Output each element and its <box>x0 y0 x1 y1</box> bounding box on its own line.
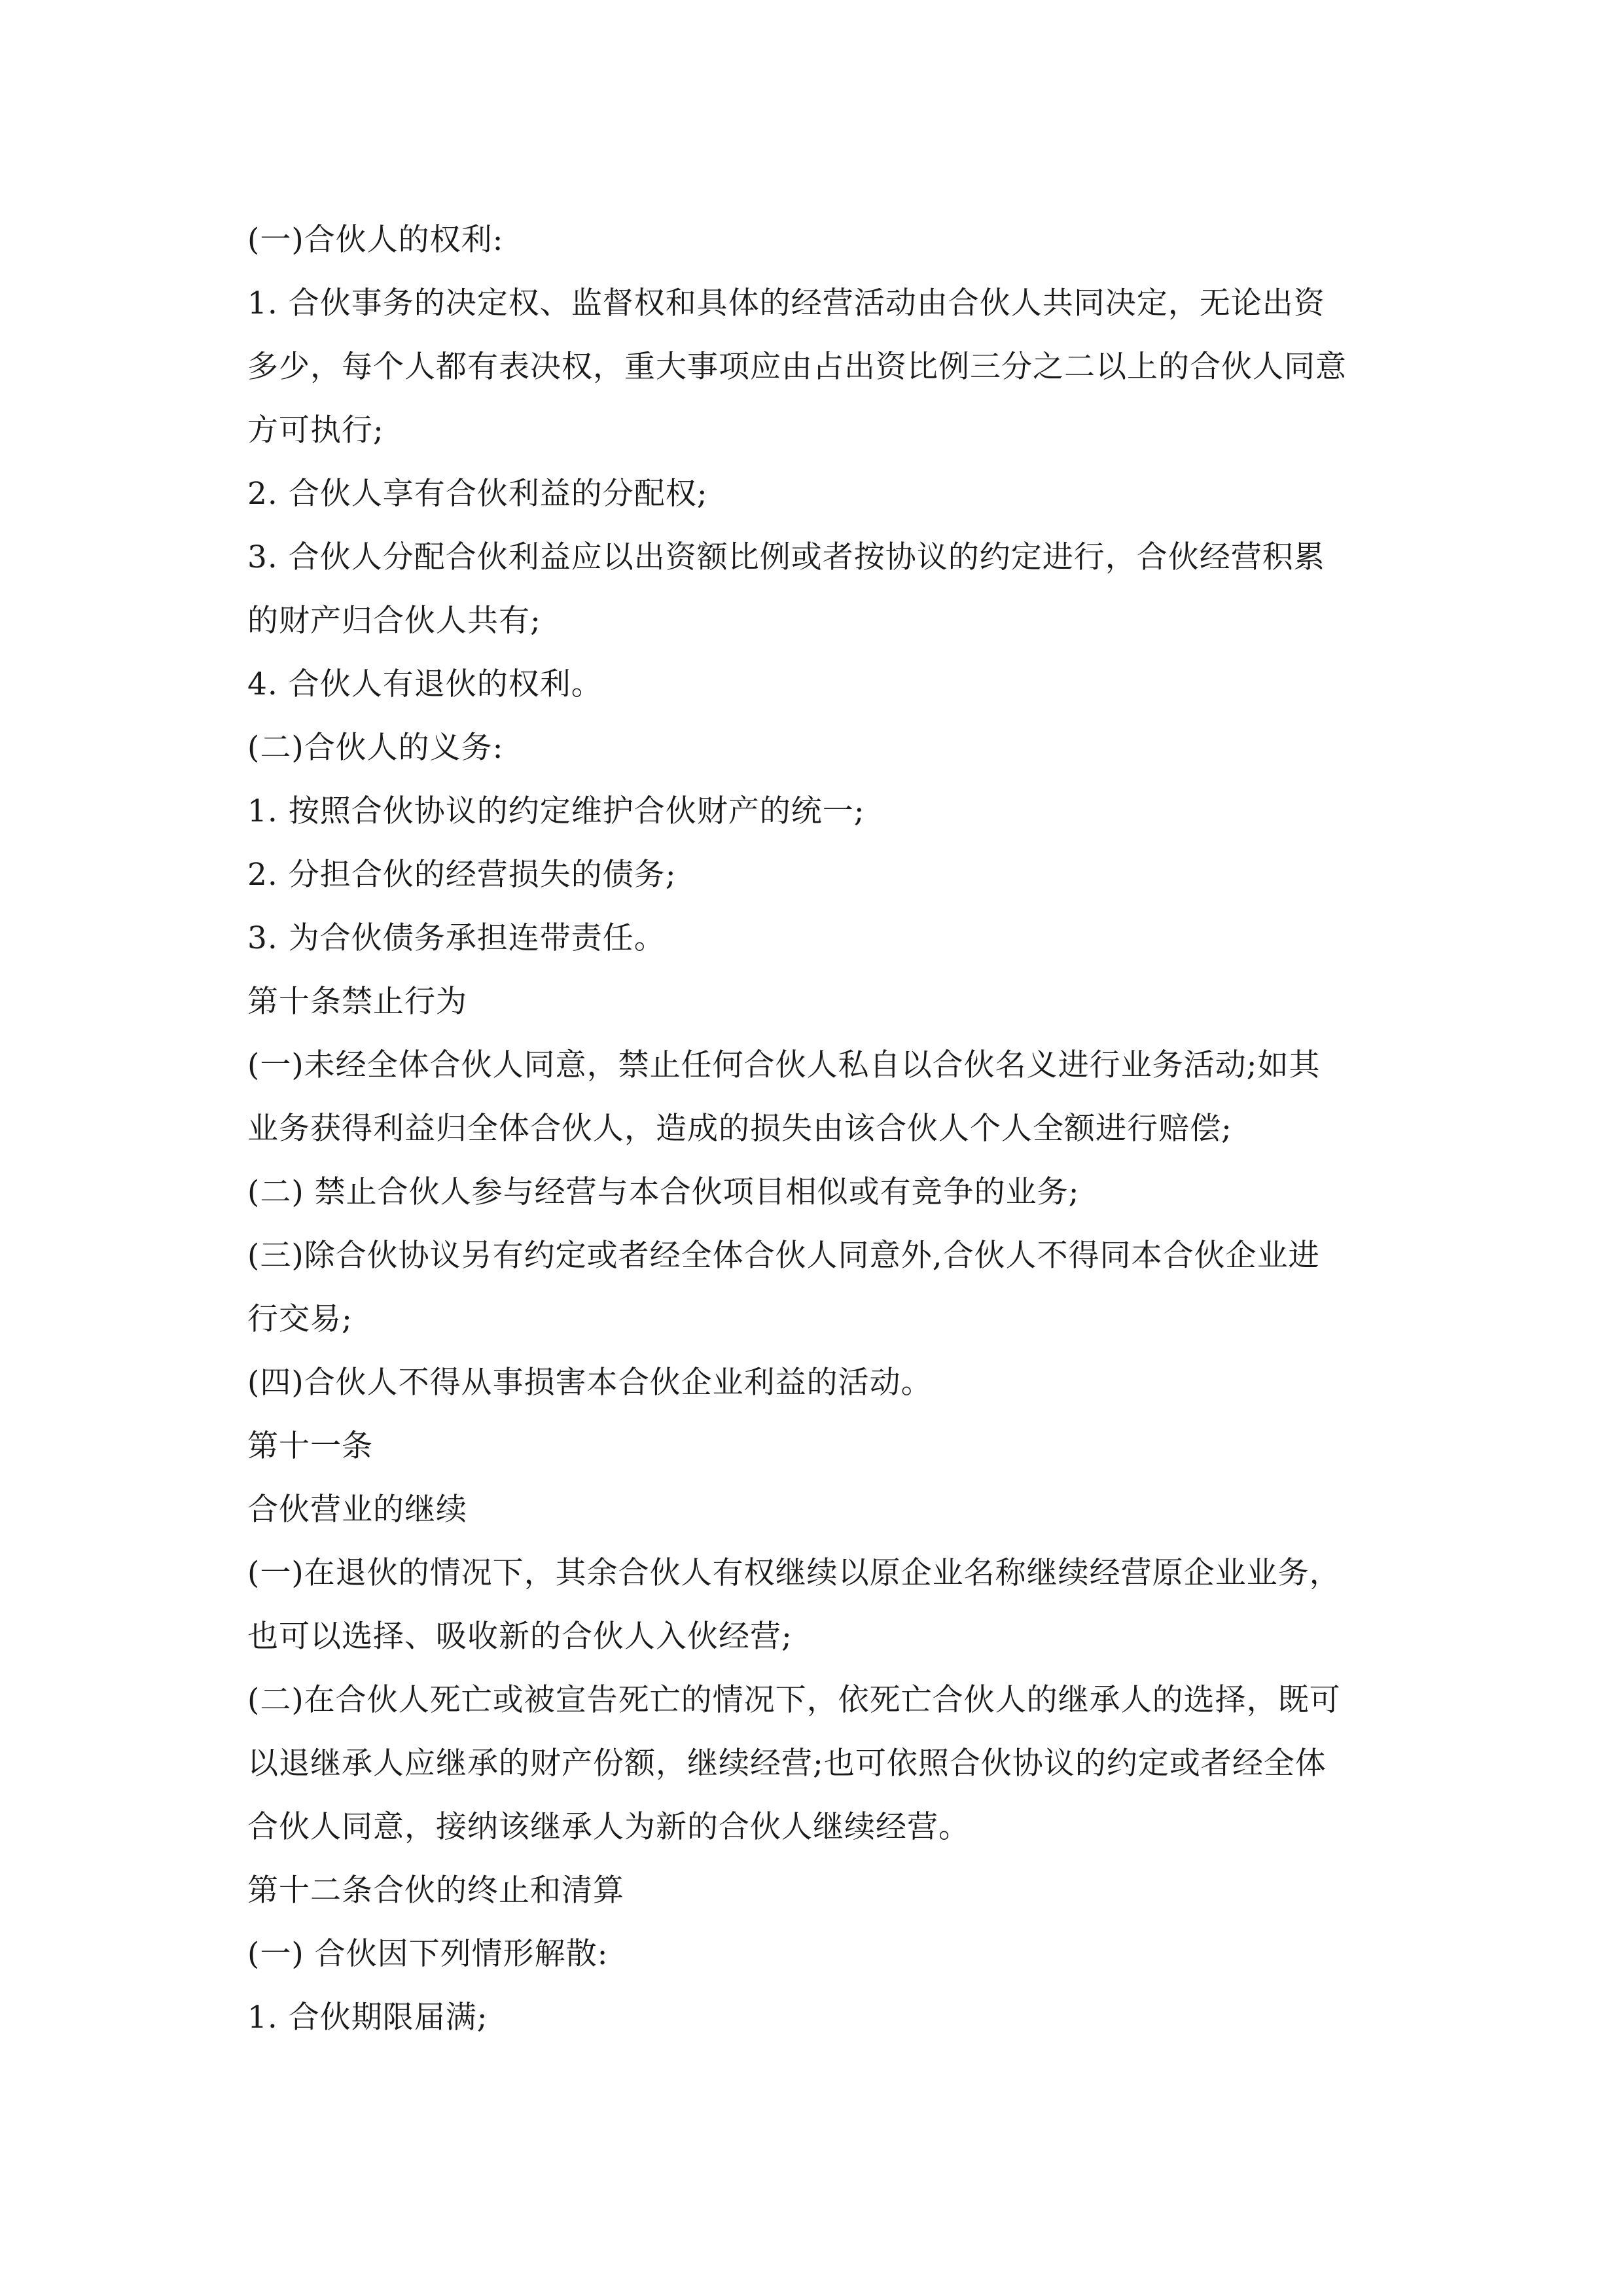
paragraph-line: (一)在退伙的情况下，其余合伙人有权继续以原企业名称继续经营原企业业务， <box>247 1555 1341 1591</box>
paragraph-line: (二)在合伙人死亡或被宣告死亡的情况下，依死亡合伙人的继承人的选择，既可 <box>247 1682 1341 1718</box>
paragraph-line: (一)未经全体合伙人同意，禁止任何合伙人私自以合伙名义进行业务活动;如其 <box>247 1047 1321 1083</box>
paragraph-line: 3. 为合伙债务承担连带责任。 <box>247 920 666 956</box>
paragraph-line: 多少，每个人都有表决权，重大事项应由占出资比例三分之二以上的合伙人同意 <box>247 349 1347 385</box>
paragraph-line: 也可以选择、吸收新的合伙人入伙经营; <box>247 1619 793 1655</box>
paragraph-line: 的财产归合伙人共有; <box>247 603 541 639</box>
paragraph-line: 1. 合伙期限届满; <box>247 2000 488 2036</box>
article-heading: 第十二条合伙的终止和清算 <box>247 1873 624 1909</box>
section-heading: (二)合伙人的义务: <box>247 730 504 766</box>
paragraph-line: 方可执行; <box>247 412 384 448</box>
document-body <box>247 208 1399 2049</box>
paragraph-line: 3. 合伙人分配合伙利益应以出资额比例或者按协议的约定进行，合伙经营积累 <box>247 539 1325 575</box>
article-heading: 第十条禁止行为 <box>247 984 467 1020</box>
paragraph-line: (三)除合伙协议另有约定或者经全体合伙人同意外,合伙人不得同本合伙企业进 <box>247 1238 1320 1274</box>
article-subheading: 合伙营业的继续 <box>247 1492 467 1528</box>
paragraph-line: 2. 合伙人享有合伙利益的分配权; <box>247 476 708 512</box>
paragraph-line: 以退继承人应继承的财产份额，继续经营;也可依照合伙协议的约定或者经全体 <box>247 1746 1327 1782</box>
paragraph-line: 业务获得利益归全体合伙人，造成的损失由该合伙人个人全额进行赔偿; <box>247 1111 1232 1147</box>
paragraph-line: 1. 合伙事务的决定权、监督权和具体的经营活动由合伙人共同决定，无论出资 <box>247 285 1325 321</box>
paragraph-line: (四)合伙人不得从事损害本合伙企业利益的活动。 <box>247 1365 933 1401</box>
section-heading: (一) 合伙因下列情形解散: <box>247 1936 609 1972</box>
paragraph-line: 1. 按照合伙协议的约定维护合伙财产的统一; <box>247 793 865 829</box>
paragraph-line: 2. 分担合伙的经营损失的债务; <box>247 857 677 893</box>
paragraph-line: 4. 合伙人有退伙的权利。 <box>247 666 603 702</box>
paragraph-line: 合伙人同意，接纳该继承人为新的合伙人继续经营。 <box>247 1809 970 1845</box>
paragraph-line: (二) 禁止合伙人参与经营与本合伙项目相似或有竞争的业务; <box>247 1174 1080 1210</box>
article-heading: 第十一条 <box>247 1428 373 1464</box>
paragraph-line: 行交易; <box>247 1301 353 1337</box>
section-heading: (一)合伙人的权利: <box>247 222 504 258</box>
